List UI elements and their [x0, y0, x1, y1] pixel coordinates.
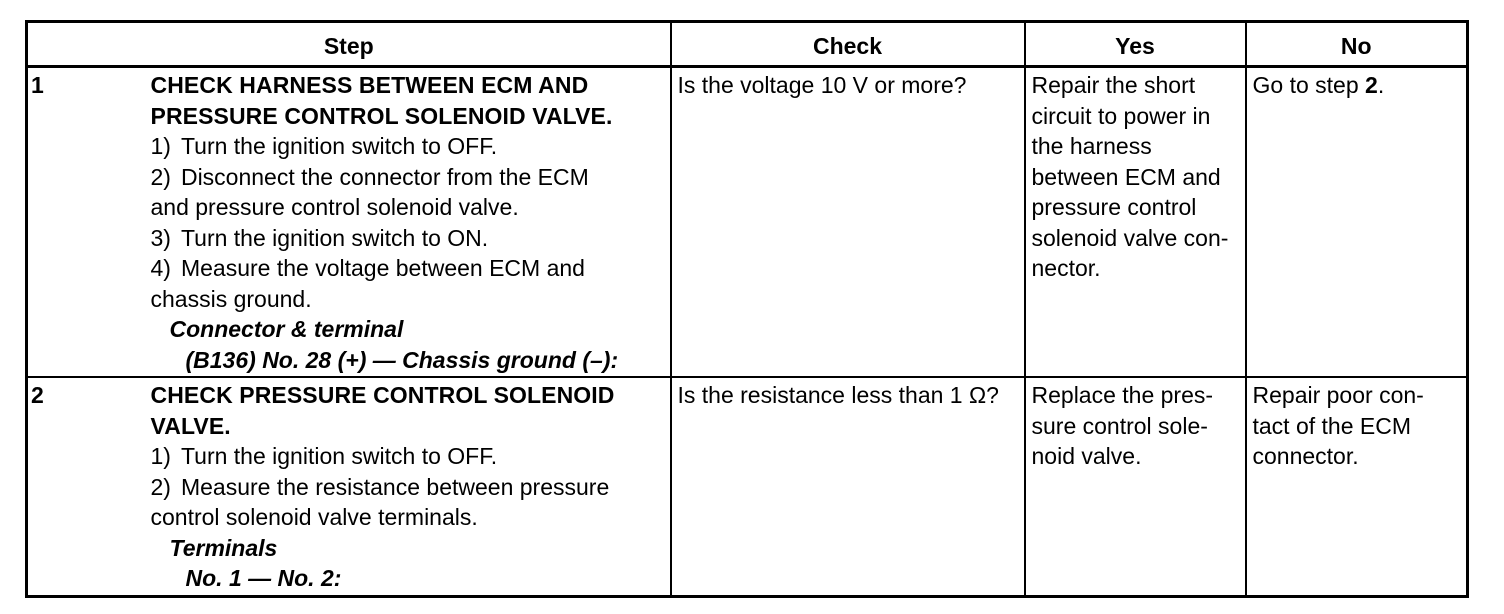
header-no: No	[1246, 22, 1468, 67]
procedure-step-text: Measure the resistance between pressure	[180, 473, 610, 500]
header-check: Check	[671, 22, 1025, 67]
procedure-step-text: Disconnect the connector from the ECM	[180, 163, 589, 190]
procedure-step-text: Turn the ignition switch to ON.	[180, 224, 489, 251]
no-text: Go to step	[1252, 72, 1366, 98]
procedure-step-continuation: chassis ground.	[150, 285, 312, 312]
spec-value: No. 1 — No. 2:	[185, 565, 342, 591]
yes-line: between ECM and	[1031, 163, 1221, 190]
spec-value: (B136) No. 28 (+) — Chassis ground (–):	[185, 346, 619, 373]
table-row	[27, 67, 1468, 378]
no-text-suffix: .	[1377, 72, 1385, 98]
spec-label: Connector & terminal	[169, 316, 404, 342]
step-title	[151, 380, 666, 441]
procedure-step-number: 1)	[150, 133, 171, 159]
procedure-step-text: Turn the ignition switch to OFF.	[180, 443, 498, 469]
yes-line: noid valve.	[1031, 443, 1142, 469]
step-number: 2	[27, 377, 149, 597]
procedure-step-number: 4)	[150, 255, 171, 281]
procedure-step-text: Measure the voltage between ECM and	[180, 255, 585, 281]
step-procedure	[149, 377, 671, 597]
spec-label: Terminals	[169, 534, 278, 561]
table-row	[27, 377, 1468, 597]
yes-line: solenoid valve con-	[1031, 224, 1229, 251]
table-header-row	[27, 22, 1468, 67]
procedure-step-number: 2)	[150, 473, 171, 500]
procedure-step-number: 2)	[150, 163, 171, 190]
no-line: Repair poor con-	[1252, 382, 1424, 408]
yes-cell	[1025, 67, 1246, 378]
yes-line: Repair the short	[1031, 72, 1196, 98]
procedure-step-number: 1)	[150, 443, 171, 469]
no-cell	[1246, 377, 1468, 597]
procedure-step-text: Turn the ignition switch to OFF.	[180, 133, 498, 159]
go-to-step-number: 2	[1365, 72, 1378, 98]
yes-line: nector.	[1031, 255, 1101, 281]
procedure-step	[151, 131, 666, 162]
procedure-step	[151, 223, 666, 254]
check-cell: Is the voltage 10 V or more?	[671, 67, 1025, 378]
step-title-line: VALVE.	[150, 412, 231, 439]
procedure-step	[151, 472, 666, 533]
no-cell	[1246, 67, 1468, 378]
procedure-step-continuation: and pressure control solenoid valve.	[150, 194, 519, 220]
header-yes: Yes	[1025, 22, 1246, 67]
no-line: tact of the ECM	[1252, 412, 1412, 439]
procedure-step-continuation: control solenoid valve terminals.	[150, 504, 478, 530]
yes-line: Replace the pres-	[1031, 382, 1214, 408]
procedure-step	[151, 441, 666, 472]
yes-cell	[1025, 377, 1246, 597]
check-cell: Is the resistance less than 1 Ω?	[671, 377, 1025, 597]
header-step: Step	[27, 22, 671, 67]
step-title	[151, 70, 666, 131]
diagnostic-procedure-table	[25, 20, 1469, 598]
procedure-step	[151, 162, 666, 223]
step-title-line: CHECK PRESSURE CONTROL SOLENOID	[150, 382, 615, 408]
step-procedure	[149, 67, 671, 378]
step-number: 1	[27, 67, 149, 378]
yes-line: the harness	[1031, 133, 1152, 159]
yes-line: circuit to power in	[1031, 102, 1211, 129]
procedure-step-number: 3)	[150, 224, 171, 251]
no-line: connector.	[1252, 443, 1359, 469]
step-title-line: CHECK HARNESS BETWEEN ECM AND	[150, 72, 589, 98]
procedure-step	[151, 253, 666, 314]
yes-line: sure control sole-	[1031, 412, 1208, 439]
yes-line: pressure control	[1031, 194, 1197, 220]
step-title-line: PRESSURE CONTROL SOLENOID VALVE.	[150, 102, 613, 129]
